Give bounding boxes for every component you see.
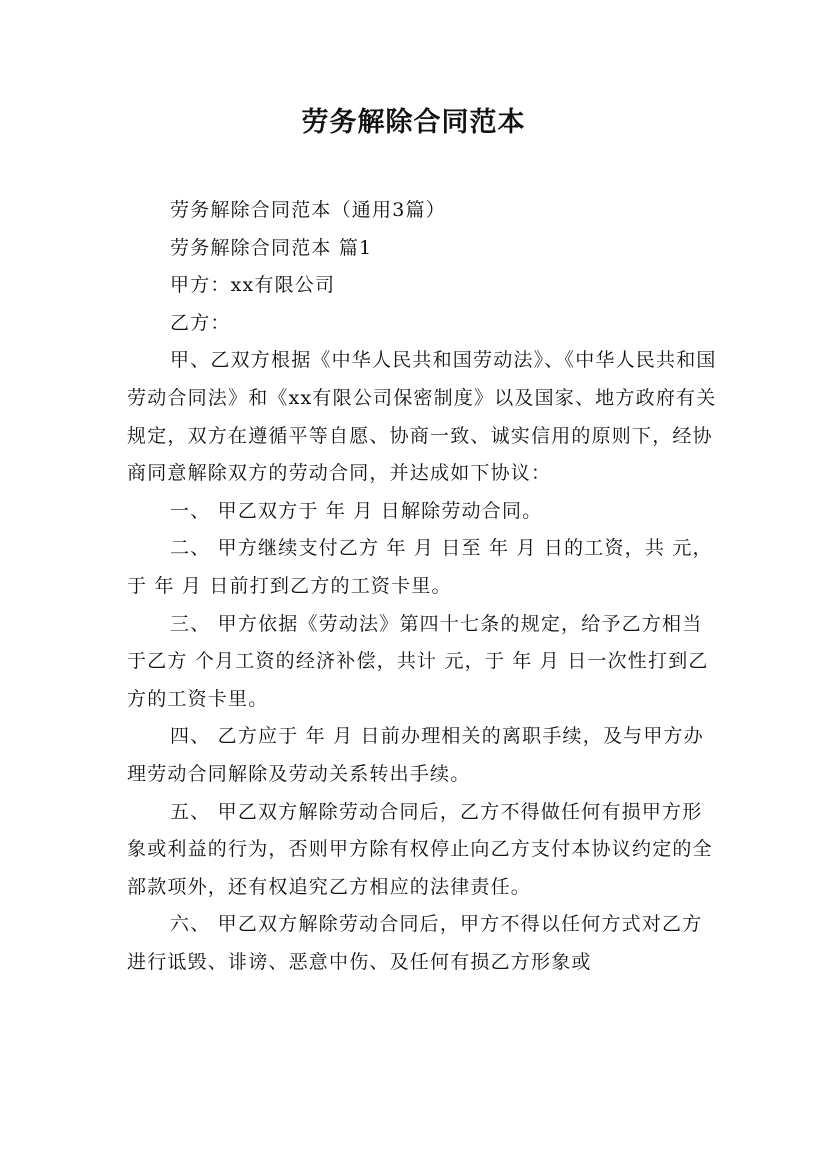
preamble-paragraph: 甲、乙双方根据《中华人民共和国劳动法》、《中华人民共和国劳动合同法》和《xx有限公司保密制度》以及国家、地方政府有关规定，双方在遵循平等自愿、协商一致、诚实信用的原则下，经协商同意解除双方的劳动合同，并达成如下协议： <box>127 349 717 485</box>
clause-3: 三、 甲方依据《劳动法》第四十七条的规定，给予乙方相当于乙方 个月工资的经济补偿，共计 元，于 年 月 日一次性打到乙方的工资卡里。 <box>127 612 709 710</box>
section-heading: 劳务解除合同范本 篇1 <box>170 236 373 259</box>
clause-6: 六、 甲乙双方解除劳动合同后，甲方不得以任何方式对乙方进行诋毁、诽谤、恶意中伤、及任何有损乙方形象或 <box>127 913 703 973</box>
clause-2: 二、 甲方继续支付乙方 年 月 日至 年 月 日的工资，共 元，于 年 月 日前打到乙方的工资卡里。 <box>127 537 713 597</box>
party-b-line: 乙方： <box>170 311 231 334</box>
document-title: 劳务解除合同范本 <box>301 107 526 138</box>
clause-1: 一、 甲乙双方于 年 月 日解除劳动合同。 <box>170 499 543 522</box>
document-body <box>127 192 717 981</box>
party-a-line: 甲方：xx有限公司 <box>170 274 336 297</box>
subtitle-line: 劳务解除合同范本（通用3篇） <box>170 199 446 221</box>
clause-4: 四、 乙方应于 年 月 日前办理相关的离职手续，及与甲方办理劳动合同解除及劳动关系转出手续。 <box>127 725 704 785</box>
clause-5: 五、 甲乙双方解除劳动合同后，乙方不得做任何有损甲方形象或利益的行为，否则甲方除有权停止向乙方支付本协议约定的全部款项外，还有权追究乙方相应的法律责任。 <box>127 800 713 898</box>
